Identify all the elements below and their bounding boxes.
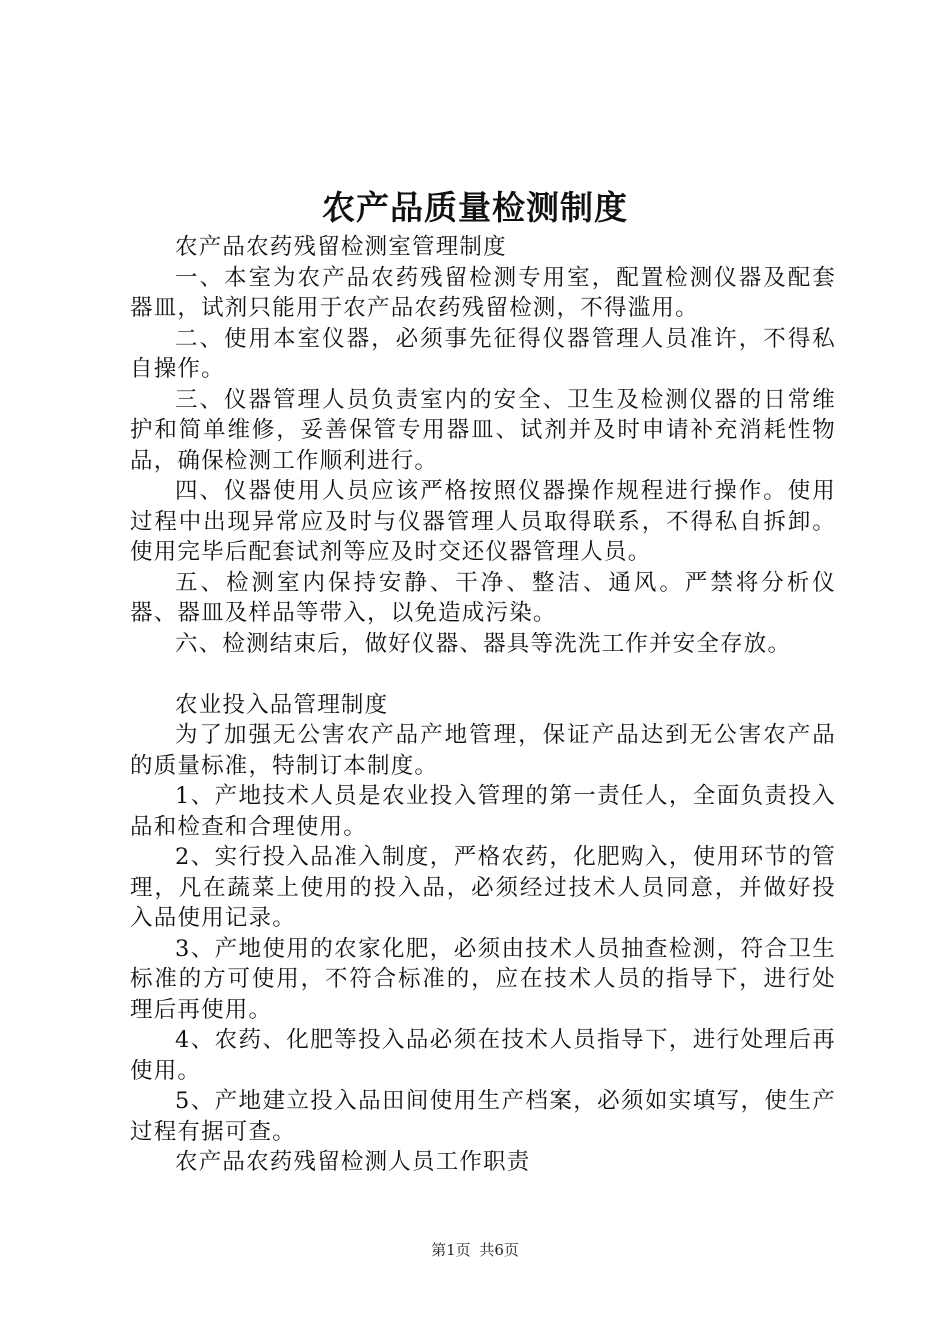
- paragraph-spacer: [130, 659, 836, 690]
- section-heading-lab-rules: 农产品农药残留检测室管理制度: [175, 234, 507, 260]
- paragraph: 一、本室为农产品农药残留检测专用室，配置检测仪器及配套器皿，试剂只能用于农产品农药残留检测，不得滥用。: [130, 264, 836, 321]
- page-number: 第1页: [431, 1241, 471, 1259]
- paragraph: 4、农药、化肥等投入品必须在技术人员指导下，进行处理后再使用。: [130, 1027, 836, 1084]
- page-total: 共6页: [479, 1241, 519, 1259]
- section-heading-staff-duties: 农产品农药残留检测人员工作职责: [175, 1149, 531, 1175]
- paragraph: 五、检测室内保持安静、干净、整洁、通风。严禁将分析仪器、器皿及样品等带入，以免造成污染。: [130, 569, 836, 626]
- paragraph: 5、产地建立投入品田间使用生产档案，必须如实填写，使生产过程有据可查。: [130, 1088, 836, 1145]
- paragraph: 3、产地使用的农家化肥，必须由技术人员抽查检测，符合卫生标准的方可使用，不符合标准的，应在技术人员的指导下，进行处理后再使用。: [130, 935, 836, 1023]
- document-body: [130, 232, 836, 1178]
- paragraph: 为了加强无公害农产品产地管理，保证产品达到无公害农产品的质量标准，特制订本制度。: [130, 722, 836, 779]
- paragraph: 二、使用本室仪器，必须事先征得仪器管理人员准许，不得私自操作。: [130, 325, 836, 382]
- page-footer: [0, 1238, 950, 1262]
- paragraph: 三、仪器管理人员负责室内的安全、卫生及检测仪器的日常维护和简单维修，妥善保管专用器皿、试剂并及时申请补充消耗性物品，确保检测工作顺利进行。: [130, 386, 836, 474]
- section-heading-inputs-rules: 农业投入品管理制度: [175, 691, 389, 718]
- paragraph: 2、实行投入品准入制度，严格农药，化肥购入，使用环节的管理，凡在蔬菜上使用的投入品，必须经过技术人员同意，并做好投入品使用记录。: [130, 844, 836, 931]
- paragraph: 四、仪器使用人员应该严格按照仪器操作规程进行操作。使用过程中出现异常应及时与仪器管理人员取得联系，不得私自拆卸。使用完毕后配套试剂等应及时交还仪器管理人员。: [130, 478, 836, 565]
- document-title: 农产品质量检测制度: [322, 188, 628, 227]
- paragraph: 1、产地技术人员是农业投入管理的第一责任人，全面负责投入品和检查和合理使用。: [130, 783, 836, 840]
- paragraph: 六、检测结束后，做好仪器、器具等洗洗工作并安全存放。: [175, 630, 792, 657]
